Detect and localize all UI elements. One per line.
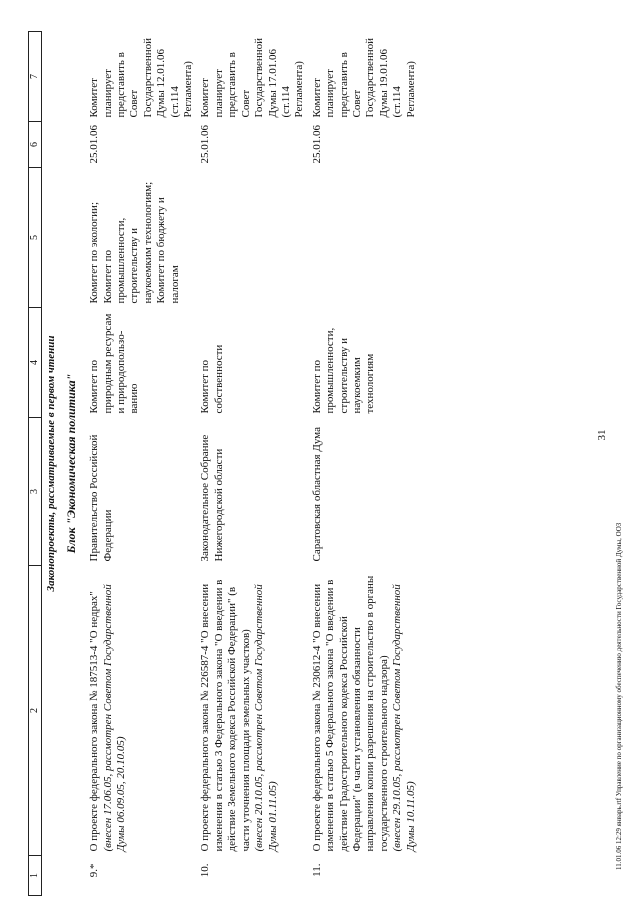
plan-cell: Комитет планирует представить в Совет Государственной Думы 12.01.06 (ст.114 Регламента) [88,37,195,118]
author-cell: Саратовская областная Дума [310,427,323,562]
bill-cell [309,566,420,856]
co-committees-cell [197,168,308,308]
table-row [197,32,308,896]
date-cell: 25.01.06 [310,125,323,164]
column-header-7: 7 [29,32,42,122]
date-cell: 25.01.06 [88,125,101,164]
bill-title: О проекте федерального закона № 230612-4 "О внесении изменения в статью 5 Федерального закона "О введении в действие Градостроительного кодекса Российской Федерации" (в части установления обязанности направления копии разрешения на строительство в органы государственного строительного надзора) [310,575,390,852]
column-header-3: 3 [29,418,42,566]
row-number: 10. [199,863,212,878]
bill-cell [86,566,197,856]
agenda-table-wrap [28,32,588,896]
table-row [309,32,420,896]
column-number-row [29,32,42,896]
agenda-table [28,31,420,896]
bill-note: (внесен 20.10.05, рассмотрен Советом Государственной Думы 01.11.05) [253,584,279,852]
co-committees-cell: Комитет по экологии; Комитет по промышленности, строительству и наукоемким технологиям; Комитет по бюджету и налогам [88,181,181,304]
row-number: 9.* [88,863,101,878]
column-header-4: 4 [29,308,42,418]
section-title: Законопроекты, рассматриваемые в первом чтении [45,335,58,592]
committee-cell: Комитет по природным ресурсам и природопользо-ванию [88,313,141,414]
column-header-6: 6 [29,122,42,168]
column-header-5: 5 [29,168,42,308]
footer-text: 11.01.06 12:29 январь.rtf Управление по организационному обеспечению деятельности Государственной Думы, ООЗ [615,522,623,870]
table-row [86,32,197,896]
bill-cell [197,566,308,856]
block-title: Блок "Экономическая политика" [63,373,78,554]
author-cell: Правительство Российской Федерации [88,434,114,562]
co-committees-cell [309,168,420,308]
page-number: 31 [596,429,608,441]
plan-cell: Комитет планирует представить в Совет Государственной Думы 17.01.06 (ст.114 Регламента) [199,37,306,118]
bill-note: (внесен 17.06.05, рассмотрен Советом Государственной Думы 06.09.05, 20.10.05) [101,584,128,852]
bill-note: (внесен 29.10.05, рассмотрен Советом Государственной Думы 10.11.05) [391,584,417,852]
date-cell: 25.01.06 [199,125,212,164]
author-cell: Законодательное Собрание Нижегородской области [199,434,225,562]
committee-cell: Комитет по собственности [199,344,225,414]
bill-title: О проекте федерального закона № 187513-4 "О недрах" [88,591,101,852]
committee-cell: Комитет по промышленности, строительству и наукоемким технологиям [310,327,377,414]
row-number: 11. [310,863,323,877]
column-header-2: 2 [29,566,42,856]
bill-title: О проекте федерального закона № 226587-4 "О внесении изменения в статью 3 Федерального закона "О введении в действие Земельного кодекса Российской Федерации" (в части уточнения площади земельных участков) [199,579,252,852]
column-header-1: 1 [29,856,42,896]
plan-cell: Комитет планирует представить в Совет Государственной Думы 19.01.06 (ст.114 Регламента) [310,37,417,118]
